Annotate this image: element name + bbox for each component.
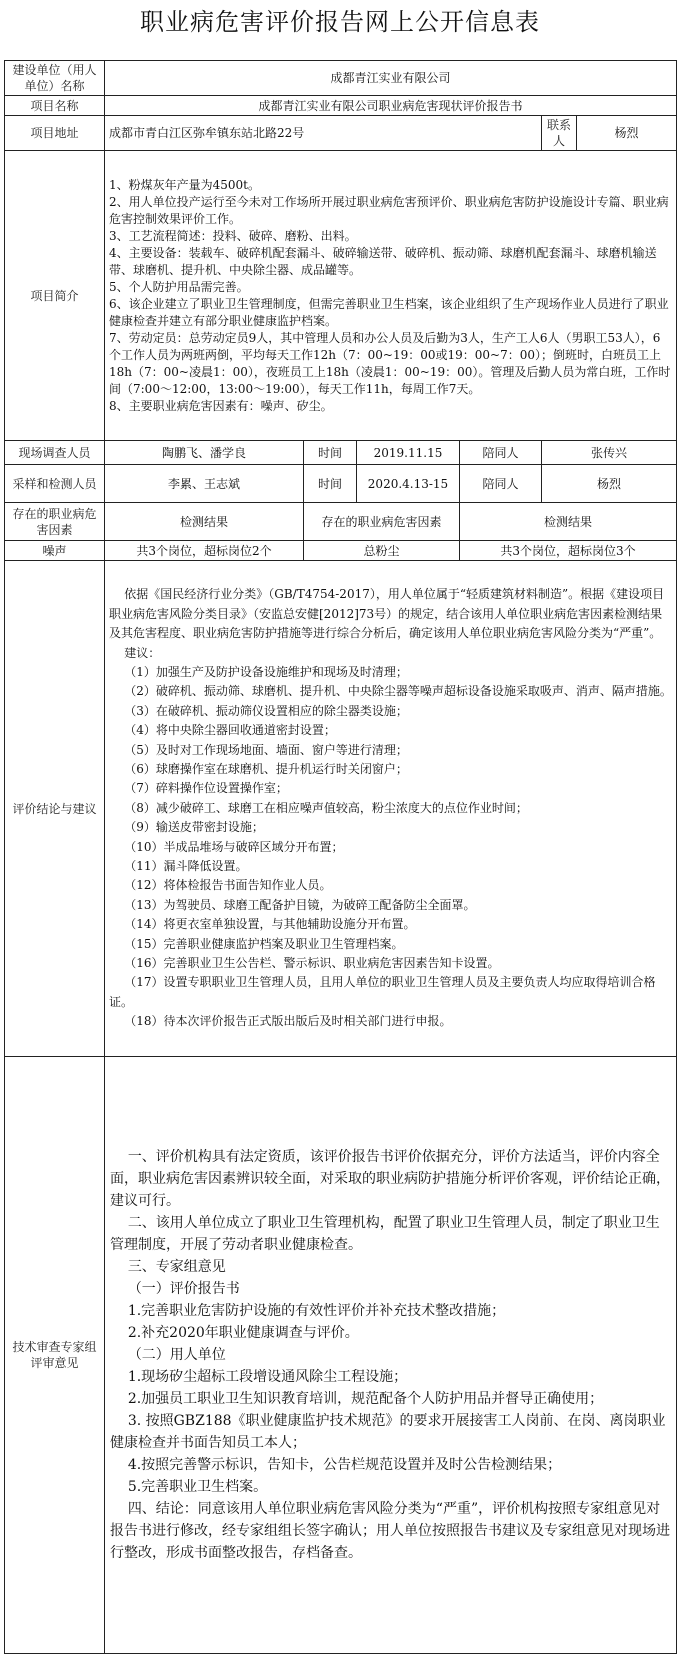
label-project-name: 项目名称 xyxy=(5,96,105,116)
label-project-address: 项目地址 xyxy=(5,116,105,151)
label-test-result: 检测结果 xyxy=(105,503,304,541)
page-title: 职业病危害评价报告网上公开信息表 xyxy=(140,8,540,36)
label-intro: 项目简介 xyxy=(5,151,105,441)
project-address-value: 成都市青白江区弥牟镇东站北路22号 xyxy=(105,116,542,151)
row-expert-opinion xyxy=(5,1057,677,1654)
row-sampling xyxy=(5,465,677,503)
row-project-name xyxy=(5,96,677,116)
unit-name-value: 成都青江实业有限公司 xyxy=(105,61,677,96)
label-survey-time: 时间 xyxy=(304,441,357,465)
survey-time-value: 2019.11.15 xyxy=(357,441,460,465)
row-hazard-header xyxy=(5,503,677,541)
hazard-dust-result: 共3个岗位，超标岗位3个 xyxy=(460,541,677,561)
label-sampling-staff: 采样和检测人员 xyxy=(5,465,105,503)
sampling-time-value: 2020.4.13-15 xyxy=(357,465,460,503)
row-conclusion xyxy=(5,561,677,1057)
sampling-escort-value: 杨烈 xyxy=(542,465,677,503)
project-name-value: 成都青江实业有限公司职业病危害现状评价报告书 xyxy=(105,96,677,116)
label-expert-opinion: 技术审查专家组评审意见 xyxy=(5,1057,105,1654)
label-survey-staff: 现场调查人员 xyxy=(5,441,105,465)
label-hazard-factor-2: 存在的职业病危害因素 xyxy=(304,503,460,541)
row-project-address xyxy=(5,116,677,151)
info-table xyxy=(4,60,677,1654)
intro-text: 1、粉煤灰年产量为4500t。 2、用人单位投产运行至今未对工作场所开展过职业病危害预评价、职业病危害防护设施设计专篇、职业病危害控制效果评价工作。 3、工艺流程简述：投料、破碎、磨粉、出料。 4、主要设备：装载车、破碎机配套漏斗、破碎输送带、破碎机、振动筛、球磨机配套漏斗、球磨机输送带、球磨机、提升机、中央除尘器、成品罐等。 5、个人防护用品需完善。 6、该企业建立了职业卫生管理制度，但需完善职业卫生档案，该企业组织了生产现场作业人员进行了职业健康检查并建立有部分职业健康监护档案。 7、劳动定员：总劳动定员9人，其中管理人员和办公人员及后勤为3人，生产工人6人（男职工53人），6个工作人员为两班两倒，平均每天工作12h（7：00~19：00或19：00~7：00）；倒班时，白班员工上18h（7：00~凌晨1：00），夜班员工上18h（凌晨1：00~19：00）。管理及后勤人员为常白班，工作时间（7:00～12:00，13:00～19:00），每天工作11h，每周工作7天。 8、主要职业病危害因素有：噪声、矽尘。 xyxy=(105,151,677,441)
label-sampling-time: 时间 xyxy=(304,465,357,503)
survey-escort-value: 张传兴 xyxy=(542,441,677,465)
hazard-noise: 噪声 xyxy=(5,541,105,561)
row-survey xyxy=(5,441,677,465)
label-survey-escort: 陪同人 xyxy=(460,441,542,465)
contact-person-value: 杨烈 xyxy=(577,116,677,151)
label-conclusion: 评价结论与建议 xyxy=(5,561,105,1057)
label-sampling-escort: 陪同人 xyxy=(460,465,542,503)
row-hazard-values xyxy=(5,541,677,561)
row-intro xyxy=(5,151,677,441)
row-unit-name xyxy=(5,61,677,96)
label-hazard-factor: 存在的职业病危害因素 xyxy=(5,503,105,541)
expert-opinion-text: 一、评价机构具有法定资质，该评价报告书评价依据充分，评价方法适当，评价内容全面，职业病危害因素辨识较全面，对采取的职业病防护措施分析评价客观，评价结论正确，建议可行。 二、该用人单位成立了职业卫生管理机构，配置了职业卫生管理人员，制定了职业卫生管理制度，开展了劳动者职业健康检查。 三、专家组意见 （一）评价报告书 1.完善职业危害防护设施的有效性评价并补充技术整改措施； 2.补充2020年职业健康调查与评价。 （二）用人单位 1.现场矽尘超标工段增设通风除尘工程设施； 2.加强员工职业卫生知识教育培训，规范配备个人防护用品并督导正确使用； 3. 按照GBZ188《职业健康监护技术规范》的要求开展接害工人岗前、在岗、离岗职业健康检查并书面告知员工本人； 4.按照完善警示标识，告知卡，公告栏规范设置并及时公告检测结果； 5.完善职业卫生档案。 四、结论：同意该用人单位职业病危害风险分类为“严重”，评价机构按照专家组意见对报告书进行修改，经专家组组长签字确认；用人单位按照报告书建议及专家组意见对现场进行整改，形成书面整改报告，存档备查。 xyxy=(105,1057,677,1654)
hazard-dust: 总粉尘 xyxy=(304,541,460,561)
sampling-staff-value: 李累、王志斌 xyxy=(105,465,304,503)
label-contact: 联系人 xyxy=(542,116,577,151)
label-unit-name: 建设单位（用人单位）名称 xyxy=(5,61,105,96)
label-test-result-2: 检测结果 xyxy=(460,503,677,541)
conclusion-text: 依据《国民经济行业分类》（GB/T4754-2017），用人单位属于“轻质建筑材料制造”。根据《建设项目职业病危害风险分类目录》（安监总安健[2012]73号）的规定，结合该用人单位职业病危害因素检测结果及其危害程度、职业病危害防护措施等进行综合分析后，确定该用人单位职业病危害风险分类为“严重”。 建议： （1）加强生产及防护设备设施维护和现场及时清理； （2）破碎机、振动筛、球磨机、提升机、中央除尘器等噪声超标设备设施采取吸声、消声、隔声措施。 （3）在破碎机、振动筛仪设置相应的除尘器类设施； （4）将中央除尘器回收通道密封设置； （5）及时对工作现场地面、墙面、窗户等进行清理； （6）球磨操作室在球磨机、提升机运行时关闭窗户； （7）碎料操作位设置操作室； （8）减少破碎工、球磨工在相应噪声值较高，粉尘浓度大的点位作业时间； （9）输送皮带密封设施； （10）半成品堆场与破碎区域分开布置； （11）漏斗降低设置。 （12）将体检报告书面告知作业人员。 （13）为驾驶员、球磨工配备护目镜，为破碎工配备防尘全面罩。 （14）将更衣室单独设置，与其他辅助设施分开布置。 （15）完善职业健康监护档案及职业卫生管理档案。 （16）完善职业卫生公告栏、警示标识、职业病危害因素告知卡设置。 （17）设置专职职业卫生管理人员，且用人单位的职业卫生管理人员及主要负责人均应取得培训合格证。 （18）待本次评价报告正式版出版后及时相关部门进行申报。 xyxy=(105,561,677,1057)
hazard-noise-result: 共3个岗位，超标岗位2个 xyxy=(105,541,304,561)
survey-staff-value: 陶鹏飞、潘学良 xyxy=(105,441,304,465)
